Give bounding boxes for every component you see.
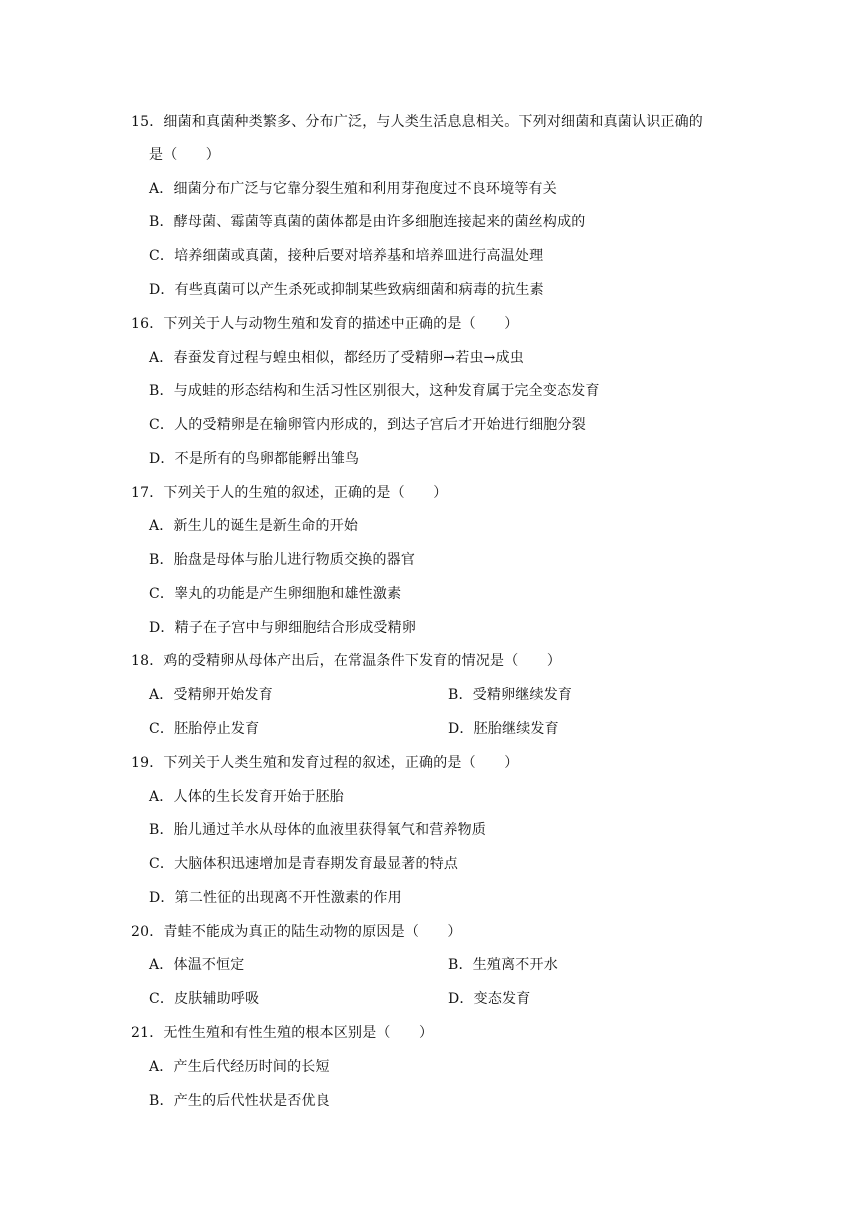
question-18-stem: 18．鸡的受精卵从母体产出后，在常温条件下发育的情况是（ ） (131, 653, 562, 669)
question-17-option-a: A．新生儿的诞生是新生命的开始 (149, 518, 359, 534)
question-15-option-c: C．培养细菌或真菌，接种后要对培养基和培养皿进行高温处理 (149, 248, 544, 264)
question-18-option-a: A．受精卵开始发育 (149, 687, 273, 703)
question-20-option-b: B．生殖离不开水 (448, 957, 558, 973)
question-15-stem-continued: 是（ ） (149, 147, 220, 163)
question-18-option-d: D．胚胎继续发育 (448, 721, 559, 737)
question-16-stem: 16．下列关于人与动物生殖和发育的描述中正确的是（ ） (131, 316, 519, 332)
question-21-stem: 21．无性生殖和有性生殖的根本区别是（ ） (131, 1025, 434, 1041)
question-19-option-a: A．人体的生长发育开始于胚胎 (149, 789, 344, 805)
question-19-option-d: D．第二性征的出现离不开性激素的作用 (149, 890, 402, 906)
question-21-option-b: B．产生的后代性状是否优良 (149, 1093, 330, 1109)
question-17-option-c: C．睾丸的功能是产生卵细胞和雄性激素 (149, 586, 402, 602)
question-17-stem: 17．下列关于人的生殖的叙述，正确的是（ ） (131, 485, 448, 501)
question-16-option-c: C．人的受精卵是在输卵管内形成的，到达子宫后才开始进行细胞分裂 (149, 417, 586, 433)
question-21-option-a: A．产生后代经历时间的长短 (149, 1059, 330, 1075)
question-19-option-b: B．胎儿通过羊水从母体的血液里获得氧气和营养物质 (149, 822, 487, 838)
question-20-option-d: D．变态发育 (448, 991, 531, 1007)
question-15-option-b: B．酵母菌、霉菌等真菌的菌体都是由许多细胞连接起来的菌丝构成的 (149, 214, 586, 230)
question-15-option-d: D．有些真菌可以产生杀死或抑制某些致病细菌和病毒的抗生素 (149, 282, 544, 298)
question-17-option-d: D．精子在子宫中与卵细胞结合形成受精卵 (149, 620, 417, 636)
question-18-option-c: C．胚胎停止发育 (149, 721, 260, 737)
question-20-stem: 20．青蛙不能成为真正的陆生动物的原因是（ ） (131, 924, 462, 940)
question-16-option-b: B．与成蛙的形态结构和生活习性区别很大，这种发育属于完全变态发育 (149, 383, 600, 399)
question-20-option-a: A．体温不恒定 (149, 957, 245, 973)
question-15-option-a: A．细菌分布广泛与它靠分裂生殖和利用芽孢度过不良环境等有关 (149, 181, 557, 197)
question-15-stem: 15．细菌和真菌种类繁多、分布广泛，与人类生活息息相关。下列对细菌和真菌认识正确的 (131, 114, 704, 130)
question-18-option-b: B．受精卵继续发育 (448, 687, 573, 703)
question-19-option-c: C．大脑体积迅速增加是青春期发育最显著的特点 (149, 856, 459, 872)
question-17-option-b: B．胎盘是母体与胎儿进行物质交换的器官 (149, 552, 416, 568)
question-16-option-d: D．不是所有的鸟卵都能孵出雏鸟 (149, 451, 360, 467)
question-20-option-c: C．皮肤辅助呼吸 (149, 991, 260, 1007)
question-19-stem: 19．下列关于人类生殖和发育过程的叙述，正确的是（ ） (131, 755, 519, 771)
question-16-option-a: A．春蚕发育过程与蝗虫相似，都经历了受精卵→若虫→成虫 (149, 350, 524, 366)
